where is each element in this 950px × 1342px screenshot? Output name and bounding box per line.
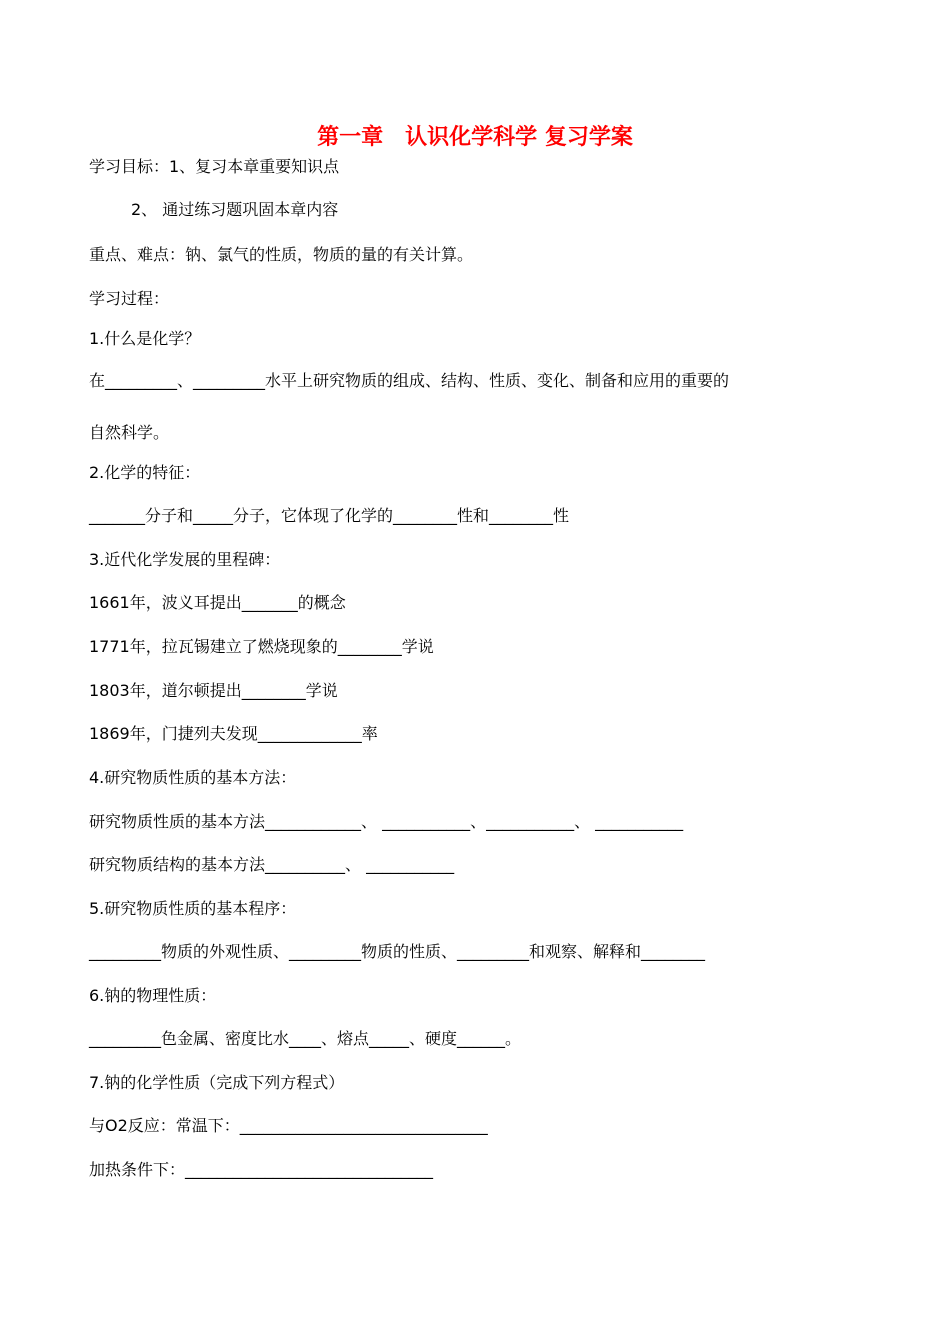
learning-goal-2: 2、 通过练习题巩固本章内容 [131, 200, 339, 219]
question-5-line: _________物质的外观性质、_________物质的性质、_________和观察、解释和________ [89, 942, 706, 961]
question-2-heading: 2.化学的特征： [89, 463, 201, 482]
question-4-line-2: 研究物质结构的基本方法__________、 ___________ [89, 855, 455, 874]
learning-process-heading: 学习过程： [89, 289, 170, 308]
question-1-heading: 1.什么是化学？ [89, 329, 201, 348]
question-7-line-1: 与O2反应：常温下：_______________________________ [89, 1116, 488, 1135]
milestone-1869: 1869年，门捷列夫发现_____________率 [89, 724, 378, 743]
question-7-heading: 7.钠的化学性质（完成下列方程式） [89, 1073, 345, 1092]
milestone-1771: 1771年，拉瓦锡建立了燃烧现象的________学说 [89, 637, 434, 656]
question-4-heading: 4.研究物质性质的基本方法： [89, 768, 297, 787]
milestone-1803: 1803年，道尔顿提出________学说 [89, 681, 338, 700]
question-3-heading: 3.近代化学发展的里程碑： [89, 550, 281, 569]
question-5-heading: 5.研究物质性质的基本程序： [89, 899, 297, 918]
question-6-line: _________色金属、密度比水____、熔点_____、硬度______。 [89, 1029, 522, 1048]
key-points: 重点、难点：钠、氯气的性质，物质的量的有关计算。 [89, 245, 474, 264]
milestone-1661: 1661年，波义耳提出_______的概念 [89, 593, 346, 612]
question-2-line: _______分子和_____分子，它体现了化学的________性和________性 [89, 506, 570, 525]
question-1-line-1: 在_________、_________水平上研究物质的组成、结构、性质、变化、制备和应用的重要的 [89, 371, 730, 390]
learning-goal-1: 学习目标：1、复习本章重要知识点 [89, 157, 340, 176]
question-1-line-2: 自然科学。 [89, 423, 170, 442]
document-title: 第一章 认识化学科学 复习学案 [317, 124, 633, 150]
question-6-heading: 6.钠的物理性质： [89, 986, 217, 1005]
question-7-line-2: 加热条件下：_______________________________ [89, 1160, 434, 1179]
question-4-line-1: 研究物质性质的基本方法____________、 ___________、___________、 ___________ [89, 812, 684, 831]
